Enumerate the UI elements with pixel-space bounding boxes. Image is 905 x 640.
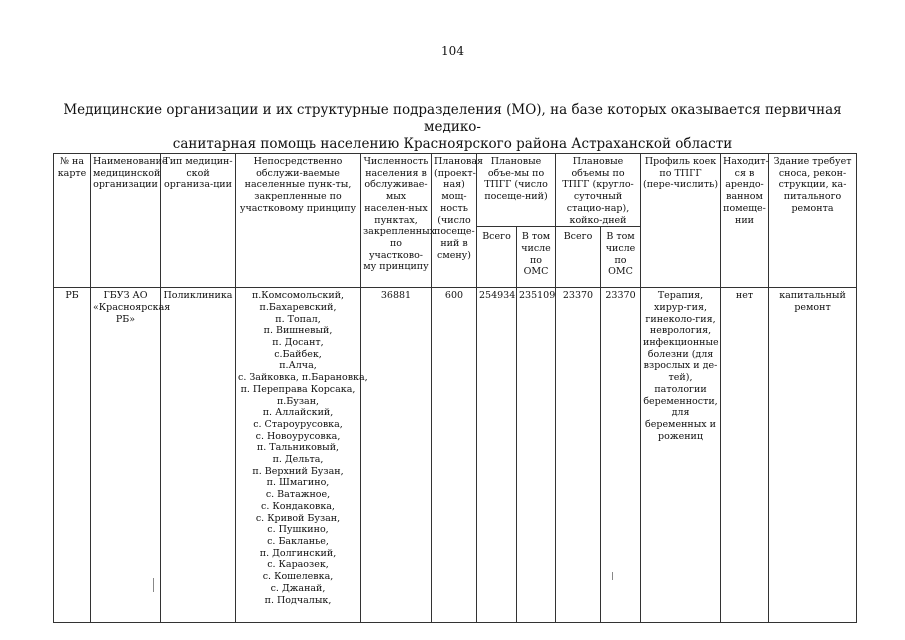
cell-bed-days-total: 23370 (556, 288, 601, 623)
header-capacity: Плановая (проект-ная) мощ-ность (число посеще-ний в смену) (432, 154, 477, 288)
header-row-1 (54, 154, 857, 227)
header-population: Численность населения в обслуживае-мых населен-ных пунктах, закрепленных по участково-му принципу (361, 154, 432, 288)
cell-settlements (236, 288, 368, 623)
header-bed-profile: Профиль коек по ТПГГ (пере-числить) (641, 154, 721, 288)
cell-population: 36881 (361, 288, 432, 623)
title-line-2: санитарная помощь населению Красноярского района Астраханской области (172, 136, 733, 152)
settlement-item: п. Аллайский, (262, 407, 334, 419)
settlement-item: п. Дельта, (272, 454, 324, 466)
settlement-item: п. Тальниковый, (256, 442, 340, 454)
header-bed-days-total: Всего (556, 227, 601, 288)
cell-map-no: РБ (54, 288, 91, 623)
header-org-name: Наименование медицинской организации (91, 154, 161, 288)
header-org-type: Тип медицин-ской организа-ции (161, 154, 236, 288)
settlement-item: п.Бузан, (276, 395, 320, 407)
table-row (54, 288, 857, 623)
settlement-item: п. Подчалык, (264, 594, 332, 606)
settlement-item: с.Байбек, (274, 348, 322, 360)
settlement-item: с. Кондаковка, (261, 500, 335, 512)
cell-org-type: Поликлиника (161, 288, 236, 623)
settlement-item: с. Бакланье, (267, 535, 329, 547)
cell-bed-days-oms: 23370 (601, 288, 641, 623)
cell-capacity: 600 (432, 288, 477, 623)
header-settlements: Непосредственно обслужи-ваемые населенные пунк-ты, закрепленные по участковому принципу (236, 154, 361, 288)
header-bed-days-oms: В том числе по ОМС (601, 227, 641, 288)
header-bed-days-group: Плановые объемы по ТПГГ (кругло-суточный стацио-нар), койко-дней (556, 154, 641, 227)
cell-org-name: ГБУЗ АО «Красноярская РБ» (91, 288, 161, 623)
settlement-item: с. Караозек, (267, 559, 329, 571)
header-building: Здание требует сноса, рекон-струкции, ка-питального ремонта (769, 154, 857, 288)
settlement-item: п.Комсомольский, (251, 290, 345, 302)
settlement-item: с. Кошелевка, (262, 571, 334, 583)
scan-mark (153, 578, 154, 592)
settlement-item: п. Досант, (272, 337, 324, 349)
cell-leased: нет (721, 288, 769, 623)
medical-organizations-table (53, 153, 857, 623)
header-visits-group: Плановые объе-мы по ТПГГ (число посеще-ний) (477, 154, 556, 227)
header-leased: Находит-ся в арендо-ванном помеще-нии (721, 154, 769, 288)
page-number: 104 (441, 44, 464, 58)
cell-building: капитальный ремонт (769, 288, 857, 623)
settlement-item: с. Джанай, (270, 582, 326, 594)
settlement-item: с. Зайковка, п.Барановка, (238, 372, 368, 384)
settlement-item: с. Староурусовка, (253, 418, 343, 430)
settlement-item: с. Пушкино, (267, 524, 329, 536)
settlement-item: с. Ватажное, (265, 489, 331, 501)
settlement-item: п. Переправа Корсака, (240, 383, 356, 395)
settlement-item: с. Кривой Бузан, (255, 512, 341, 524)
header-visits-total: Всего (477, 227, 517, 288)
document-title (60, 102, 845, 153)
settlement-item: п. Верхний Бузан, (252, 465, 344, 477)
settlement-item: п. Вишневый, (263, 325, 333, 337)
cell-visits-oms: 235109 (517, 288, 556, 623)
settlement-item: п.Алча, (279, 360, 317, 372)
settlement-item: п. Топал, (275, 313, 321, 325)
scan-mark (612, 572, 613, 580)
settlement-item: п.Бахаревский, (259, 301, 337, 313)
cell-bed-profile: Терапия, хирур-гия, гинеколо-гия, неврология, инфекционные болезни (для взрослых и де-тей), патологии беременности, для беременных и рожениц (641, 288, 721, 623)
header-map-no: № на карте (54, 154, 91, 288)
header-visits-oms: В том числе по ОМС (517, 227, 556, 288)
cell-visits-total: 254934 (477, 288, 517, 623)
settlement-item: п. Шмагино, (266, 477, 330, 489)
settlement-item: п. Долгинский, (259, 547, 337, 559)
settlement-item: с. Новоурусовка, (255, 430, 341, 442)
title-line-1: Медицинские организации и их структурные подразделения (МО), на базе которых оказывается первичная медико- (63, 102, 842, 135)
